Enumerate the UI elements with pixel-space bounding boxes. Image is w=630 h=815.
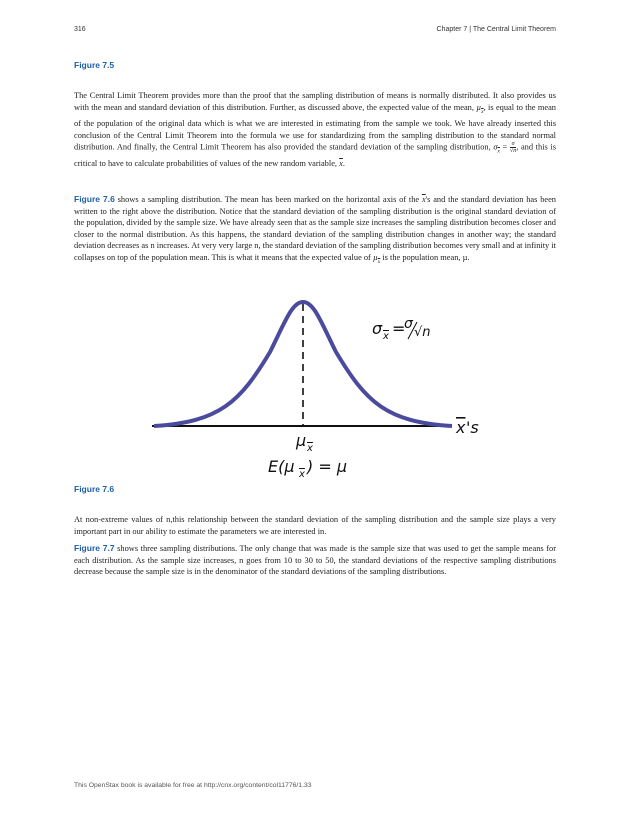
sigma-subscript: x <box>383 331 389 342</box>
page-footer: This OpenStax book is available for free at http://cnx.org/content/col11776/1.33 <box>74 782 312 789</box>
sampling-distribution-diagram <box>140 292 490 482</box>
para2-text-a: shows a sampling distribution. The mean has been marked on the horizontal axis of the <box>114 195 420 204</box>
xbar-subscript: x <box>497 148 500 155</box>
expected-value-label: E(µ <box>268 457 295 476</box>
para1-text-d: . <box>342 159 345 169</box>
paragraph-non-extreme-n <box>74 514 556 537</box>
expected-value-rest: ) = µ <box>307 457 347 476</box>
paragraph-figure-7-6 <box>74 194 556 269</box>
page-number: 316 <box>74 26 86 33</box>
expected-value-subscript: x <box>299 469 305 480</box>
xbar-variable: $\overline{x}$ <box>421 195 426 204</box>
para1-text-a: The Central Limit Theorem provides more than the proof that the sampling distribution of means is normally distributed. It also provides us with the mean and standard deviation of this distribution. Further, as discussed above, the expected value of the mean, <box>74 91 556 112</box>
para1-text-b: , is equal to the mean of the population of the original data which is what we are interested in estimating from the sample we took. We have already inserted this conclusion of the Central Limit Theorem into the formula we use for standardizing from the sampling distribution to the standard normal distribution. And finally, the Central Limit Theorem has also provided the standard deviation of the sampling distribution, <box>74 102 556 152</box>
frac-denominator: √n <box>509 148 517 155</box>
mu-subscript: x <box>307 443 313 454</box>
xbar-variable: $\overline{x}$ <box>339 159 343 169</box>
para2-text-b: 's and the standard deviation has been written to the right above the distribution. Notice that the standard deviation of the sampling distribution is the original standard deviation of the population, divided by the sample size. We have already seen that as the sample size increases the sampling distribution becomes closer and closer to the normal distribution. As this happens, the standard deviation of the sampling distribution changes in another way; the standard deviation decreases as n increases. At very very large n, the standard deviation of the sampling distribution becomes very small and at infinity it collapses on top of the population mean. This is what it means that the expected value of <box>74 195 556 262</box>
sigma-symbol: σ <box>493 142 498 152</box>
para1-text-c: , and this is critical to have to calculate probabilities of values of the new random variable, <box>74 142 557 169</box>
frac-numerator: σ <box>511 141 515 148</box>
sqrt-n-label: √n <box>414 325 431 340</box>
xbar-subscript: x <box>377 258 381 265</box>
mu-symbol: µ <box>476 102 482 112</box>
paragraph-figure-7-7 <box>74 543 556 578</box>
figure-7-7-link[interactable]: Figure 7.7 <box>74 543 115 553</box>
xbar-subscript: x <box>481 108 484 115</box>
paragraph-clt-mean <box>74 90 556 170</box>
mu-label: µ <box>296 431 307 450</box>
equals-sign: = <box>502 142 508 152</box>
figure-7-5-label: Figure 7.5 <box>74 60 115 70</box>
para4-text: shows three sampling distributions. The only change that was made is the sample size that was used to get the sample means for each distribution. As the sample size increases, n goes from 10 to 30 to 50, the standard deviations of the respective sampling distributions decrease because the sample size is in the denominator of the standard deviations of the sampling distributions. <box>74 544 556 577</box>
sigma-label: σ <box>372 319 383 338</box>
para2-text-c: is the population mean, µ. <box>380 252 470 262</box>
figure-7-6-link[interactable]: Figure 7.6 <box>74 194 115 204</box>
sigma-equals: = <box>392 319 406 338</box>
para3-text: At non-extreme values of n,this relationship between the standard deviation of the sampling distribution and the sample size plays a very important part in our ability to estimate the parameters we are interested in. <box>74 515 556 536</box>
mu-symbol: µ <box>372 252 378 262</box>
x-axis-suffix: 's <box>466 418 479 437</box>
chapter-title: Chapter 7 | The Central Limit Theorem <box>436 26 556 33</box>
figure-7-6-label: Figure 7.6 <box>74 484 115 494</box>
x-axis-label: x <box>456 418 466 437</box>
sigma-numerator: σ <box>404 316 413 332</box>
